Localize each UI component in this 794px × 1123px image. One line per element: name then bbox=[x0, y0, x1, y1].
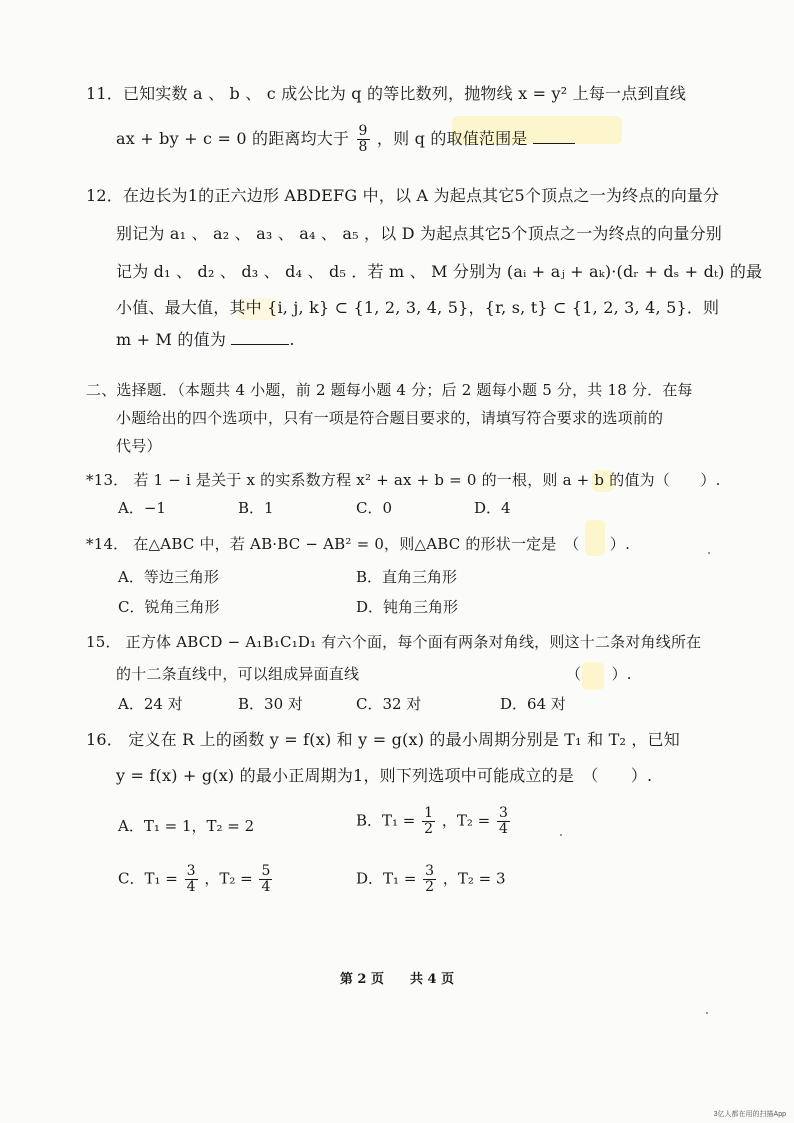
scanner-watermark: 3亿人都在用的扫描App bbox=[713, 1111, 786, 1118]
q16-optd-post: ，T₂ = 3 bbox=[442, 869, 506, 888]
q15-line1: 15． 正方体 ABCD − A₁B₁C₁D₁ 有六个面，每个面有两条对角线，则这十二条对角线所在 bbox=[86, 633, 702, 651]
q16-optb-frac2: $\frac{3}{4}$ bbox=[499, 805, 508, 837]
q16-optc-frac2: $\frac{5}{4}$ bbox=[261, 863, 271, 895]
q16-optc-frac1: $\frac{3}{4}$ bbox=[186, 863, 196, 895]
q11-line2 bbox=[116, 124, 575, 155]
q13-option-d[interactable]: D．4 bbox=[474, 499, 511, 517]
q16-optb-pre: B．T₁ = bbox=[356, 811, 416, 830]
q16-line1: 16． 定义在 R 上的函数 y = f(x) 和 y = g(x) 的最小周期分别是 T₁ 和 T₂ ，已知 bbox=[86, 730, 680, 749]
q16-option-d[interactable] bbox=[356, 864, 506, 895]
q16-optc-mid: ，T₂ = bbox=[204, 869, 253, 888]
q12-line5-text: m + M 的值为 bbox=[116, 330, 227, 349]
section2-line3: 代号） bbox=[116, 437, 162, 455]
q12-line1: 12．在边长为1的正六边形 ABDEFG 中，以 A 为起点其它5个顶点之一为终点的向量分 bbox=[86, 186, 720, 205]
page-footer: 第 2 页 共 4 页 bbox=[339, 972, 455, 987]
q15-paren: （ ）. bbox=[566, 665, 632, 683]
q16-optd-frac1: $\frac{3}{2}$ bbox=[425, 863, 435, 895]
q16-line2: y = f(x) + g(x) 的最小正周期为1，则下列选项中可能成立的是 （ ）. bbox=[116, 766, 653, 785]
scan-speck bbox=[708, 552, 710, 554]
q16-optc-pre: C．T₁ = bbox=[118, 869, 178, 888]
scan-speck bbox=[706, 1012, 708, 1014]
q15-option-a[interactable]: A．24 对 bbox=[118, 695, 183, 713]
q12-line4: 小值、最大值，其中 {i, j, k} ⊂ {1, 2, 3, 4, 5}，{r, s, t} ⊂ {1, 2, 3, 4, 5}．则 bbox=[116, 298, 720, 317]
q12-answer-blank[interactable] bbox=[231, 330, 289, 345]
q13-option-c[interactable]: C．0 bbox=[356, 499, 393, 517]
q16-optd-pre: D．T₁ = bbox=[356, 869, 417, 888]
q15-line2: 的十二条直线中，可以组成异面直线 bbox=[116, 665, 360, 683]
q13-option-b[interactable]: B．1 bbox=[238, 499, 274, 517]
frac-den: 8 bbox=[358, 139, 368, 155]
q16-option-b[interactable] bbox=[356, 806, 512, 837]
q11-answer-blank[interactable] bbox=[533, 129, 575, 144]
q15-option-c[interactable]: C．32 对 bbox=[356, 695, 422, 713]
section2-line1: 二、选择题．（本题共 4 小题，前 2 题每小题 4 分；后 2 题每小题 5 分，共 18 分．在每 bbox=[86, 381, 693, 399]
scan-speck bbox=[560, 834, 562, 836]
q13-option-a[interactable]: A．−1 bbox=[118, 499, 166, 517]
q14-option-d[interactable]: D．钝角三角形 bbox=[356, 598, 459, 616]
q16-optb-mid: ，T₂ = bbox=[441, 811, 491, 830]
q14-stem: *14． 在△ABC 中，若 AB·BC − AB² = 0，则△ABC 的形状一定是 （ ）. bbox=[86, 535, 631, 553]
q16-optb-frac1: $\frac{1}{2}$ bbox=[424, 805, 434, 837]
q14-option-a[interactable]: A．等边三角形 bbox=[118, 568, 219, 586]
q14-option-c[interactable]: C．锐角三角形 bbox=[118, 598, 220, 616]
q11-line2-post: ，则 q 的取值范围是 bbox=[376, 129, 528, 148]
q11-fraction bbox=[357, 124, 370, 155]
q16-option-a[interactable]: A．T₁ = 1，T₂ = 2 bbox=[118, 817, 255, 835]
q11-line1: 11．已知实数 a 、 b 、 c 成公比为 q 的等比数列，抛物线 x = y² 上每一点到直线 bbox=[86, 84, 687, 103]
q12-line5: m + M 的值为 . bbox=[116, 330, 295, 349]
q15-option-d[interactable]: D．64 对 bbox=[500, 695, 566, 713]
q14-option-b[interactable]: B．直角三角形 bbox=[356, 568, 458, 586]
q16-option-c[interactable] bbox=[118, 864, 274, 895]
q11-line2-pre: ax + by + c = 0 的距离均大于 bbox=[116, 129, 350, 148]
section2-line2: 小题给出的四个选项中，只有一项是符合题目要求的，请填写符合要求的选项前的 bbox=[116, 409, 664, 427]
q12-line3: 记为 d₁ 、 d₂ 、 d₃ 、 d₄ 、 d₅ ．若 m 、 M 分别为 (aᵢ + aⱼ + aₖ)·(dᵣ + dₛ + dₜ) 的最 bbox=[116, 262, 763, 281]
frac-num: 9 bbox=[358, 123, 368, 139]
q12-line2: 别记为 a₁ 、 a₂ 、 a₃ 、 a₄ 、 a₅ ，以 D 为起点其它5个顶点之一为终点的向量分别 bbox=[116, 224, 723, 243]
q13-stem: *13． 若 1 − i 是关于 x 的实系数方程 x² + ax + b = 0 的一根，则 a + b 的值为（ ）. bbox=[86, 471, 721, 489]
q15-option-b[interactable]: B．30 对 bbox=[238, 695, 303, 713]
